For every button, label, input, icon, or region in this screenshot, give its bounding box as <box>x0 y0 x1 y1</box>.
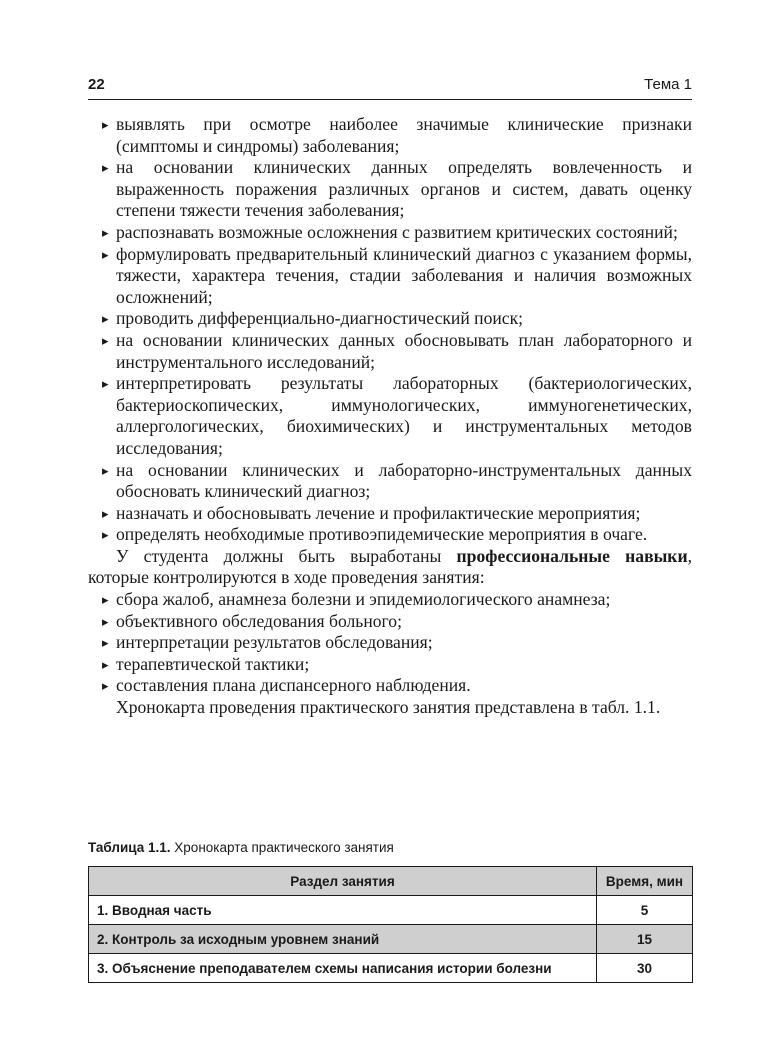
bullet-icon: ▸ <box>102 527 109 543</box>
bullet-icon: ▸ <box>102 656 109 672</box>
list-item <box>88 157 692 222</box>
professional-skills-paragraph <box>88 546 692 589</box>
list-item-text: выявлять при осмотре наиболее значимые клинические признаки (симптомы и синдромы) заболевания; <box>116 114 692 156</box>
list-item <box>88 632 692 654</box>
list-item-text: формулировать предварительный клинический диагноз с указанием формы, тяжести, характера течения, стадии заболевания и наличия возможных осложнений; <box>116 243 692 307</box>
list-item-text: составления плана диспансерного наблюдения. <box>116 675 471 696</box>
list-item-text: распознавать возможные осложнения с развитием критических состояний; <box>116 221 678 242</box>
list-item <box>88 589 692 611</box>
bullet-icon: ▸ <box>102 613 109 629</box>
bullet-icon: ▸ <box>102 635 109 651</box>
list-item-text: терапевтической тактики; <box>116 653 310 674</box>
list-item <box>88 114 692 157</box>
page-body <box>88 114 692 719</box>
section-cell: 3. Объяснение преподавателем схемы написания истории болезни <box>89 954 597 983</box>
section-cell: 1. Вводная часть <box>89 896 597 925</box>
bullet-icon: ▸ <box>102 592 109 608</box>
list-item-text: интерпретации результатов обследования; <box>116 632 433 653</box>
list-item <box>88 503 692 525</box>
bullet-icon: ▸ <box>102 505 109 521</box>
list-item-text: назначать и обосновывать лечение и профилактические мероприятия; <box>116 502 641 523</box>
chronocard-table <box>88 866 693 983</box>
list-item <box>88 373 692 459</box>
bullet-icon: ▸ <box>102 376 109 392</box>
list-item-text: на основании клинических данных определять вовлеченность и выраженность поражения различных органов и систем, давать оценку степени тяжести течения заболевания; <box>116 157 692 221</box>
list-item <box>88 611 692 633</box>
list-item <box>88 308 692 330</box>
professional-skills-list <box>88 589 692 697</box>
time-cell: 5 <box>597 896 693 925</box>
bullet-icon: ▸ <box>102 462 109 478</box>
list-item <box>88 330 692 373</box>
table-header-row <box>89 867 693 896</box>
bullet-icon: ▸ <box>102 332 109 348</box>
list-item <box>88 524 692 546</box>
paragraph-bold-term: профессиональные навыки <box>456 545 688 566</box>
time-cell: 30 <box>597 954 693 983</box>
bullet-icon: ▸ <box>102 246 109 262</box>
paragraph-text: , которые контролируются в ходе проведения занятия: <box>88 545 692 588</box>
bullet-icon: ▸ <box>102 311 109 327</box>
page-number: 22 <box>88 76 105 93</box>
bullet-icon: ▸ <box>102 117 109 132</box>
topic-title: Тема 1 <box>644 76 692 93</box>
list-item <box>88 675 692 697</box>
column-header-time: Время, мин <box>597 867 693 896</box>
list-item <box>88 654 692 676</box>
table-row <box>89 925 693 954</box>
page-header <box>88 74 692 100</box>
list-item-text: интерпретировать результаты лабораторных (бактериологических, бактериоскопических, иммунологических, иммуногенетических, аллергологических, биохимических) и инструментальных методов исследования; <box>116 373 692 458</box>
bullet-icon: ▸ <box>102 678 109 694</box>
list-item-text: объективного обследования больного; <box>116 610 402 631</box>
list-item <box>88 244 692 309</box>
skills-list <box>88 114 692 546</box>
list-item <box>88 222 692 244</box>
paragraph-text: У студента должны быть выработаны <box>116 545 457 566</box>
list-item-text: на основании клинических данных обосновывать план лабораторного и инструментального исследований; <box>116 329 692 372</box>
table-caption <box>88 840 394 855</box>
table-row <box>89 954 693 983</box>
column-header-section: Раздел занятия <box>89 867 597 896</box>
bullet-icon: ▸ <box>102 224 109 240</box>
table-caption-text: Хронокарта практического занятия <box>170 840 394 855</box>
chronocard-paragraph: Хронокарта проведения практического занятия представлена в табл. 1.1. <box>116 697 661 718</box>
bullet-icon: ▸ <box>102 160 109 176</box>
table-row <box>89 896 693 925</box>
list-item <box>88 460 692 503</box>
time-cell: 15 <box>597 925 693 954</box>
list-item-text: на основании клинических и лабораторно-инструментальных данных обосновать клинический диагноз; <box>116 459 692 502</box>
list-item-text: определять необходимые противоэпидемические мероприятия в очаге. <box>116 524 648 545</box>
list-item-text: проводить дифференциально-диагностический поиск; <box>116 308 524 329</box>
section-cell: 2. Контроль за исходным уровнем знаний <box>89 925 597 954</box>
table-caption-label: Таблица 1.1. <box>88 840 171 855</box>
list-item-text: сбора жалоб, анамнеза болезни и эпидемиологического анамнеза; <box>116 589 611 610</box>
